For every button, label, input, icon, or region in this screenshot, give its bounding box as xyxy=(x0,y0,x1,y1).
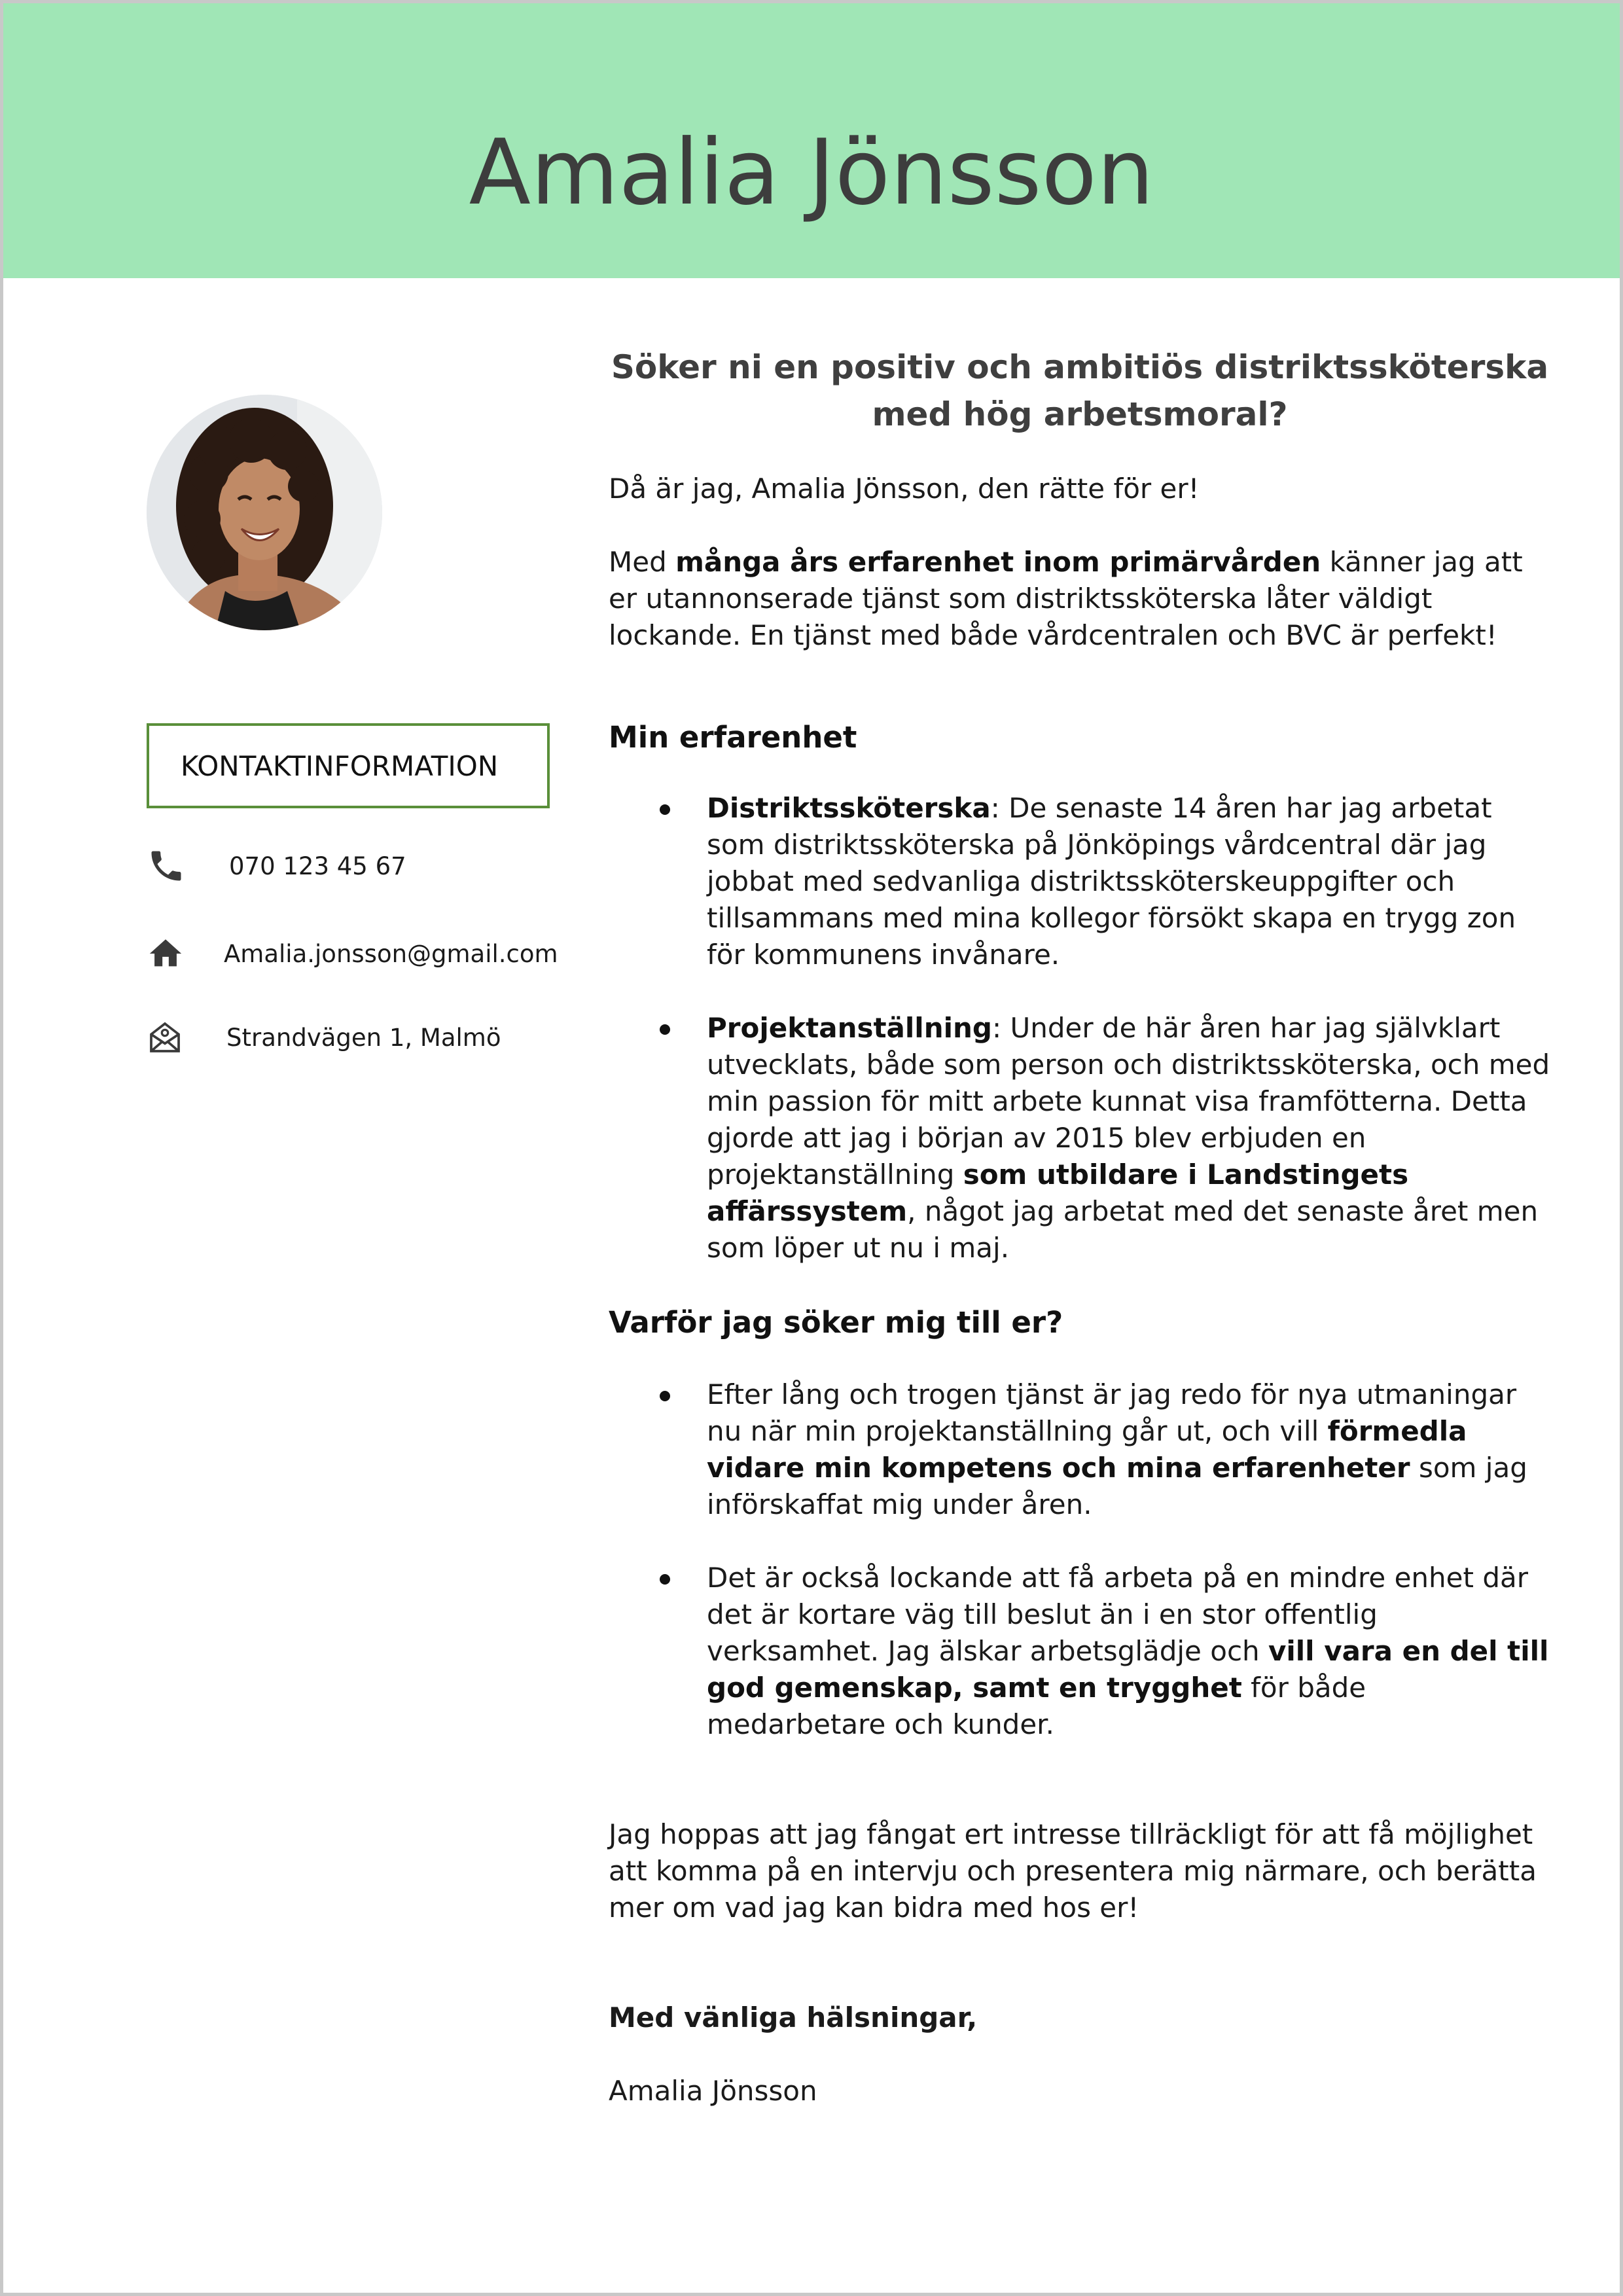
contact-info-heading xyxy=(147,723,550,808)
section-title-motivation: Varför jag söker mig till er? xyxy=(609,1305,1063,1340)
text-run: Med xyxy=(609,546,676,578)
list-item xyxy=(609,1560,1551,1743)
experience-list xyxy=(609,790,1551,1266)
bullet-icon xyxy=(660,1024,670,1035)
text-run-bold: förmedla vidare min kompetens och mina erfarenheter xyxy=(707,1415,1467,1484)
text-run: som jag införskaffat mig under åren. xyxy=(707,1452,1527,1520)
bullet-icon xyxy=(660,804,670,815)
list-item xyxy=(609,1376,1551,1523)
home-icon xyxy=(147,931,192,977)
text-run-bold: som utbildare i Landstingets affärssystem xyxy=(707,1158,1409,1227)
list-item xyxy=(609,1010,1551,1266)
sign-off: Med vänliga hälsningar, xyxy=(609,2001,978,2034)
text-run-bold: Projektanställning xyxy=(707,1012,992,1044)
contact-email xyxy=(147,931,558,977)
text-run: : Under de här åren har jag självklart utvecklats, både som person och distriktssköterska, och med min passion för mitt arbete kunnat visa framfötterna. Detta gjorde att jag i början av 2015 blev erbjuden en projektanställning xyxy=(707,1012,1550,1191)
contact-info-title: KONTAKTINFORMATION xyxy=(181,749,499,782)
text-run: känner jag att er utannonserade tjänst som distriktssköterska låter väldigt lockande. En tjänst med både vårdcentralen och BVC är perfekt! xyxy=(609,546,1523,651)
closing-paragraph: Jag hoppas att jag fångat ert intresse tillräckligt för att få möjlighet att komma på en intervju och presentera mig närmare, och berätta mer om vad jag kan bidra med hos er! xyxy=(609,1818,1537,1924)
candidate-name: Amalia Jönsson xyxy=(469,120,1154,225)
text-run: Efter lång och trogen tjänst är jag redo för nya utmaningar nu när min projektanställning går ut, och vill xyxy=(707,1378,1517,1447)
text-run: Det är också lockande att få arbeta på en mindre enhet där det är kortare väg till beslut än i en stor offentlig verksamhet. Jag älskar arbetsglädje och xyxy=(707,1562,1528,1667)
contact-email-text: Amalia.jonsson@gmail.com xyxy=(224,939,558,968)
text-run-bold: vill vara en del till god gemenskap, samt en trygghet xyxy=(707,1635,1549,1704)
text-run-bold: Distriktssköterska xyxy=(707,792,991,824)
contact-phone-text: 070 123 45 67 xyxy=(229,852,406,880)
motivation-list xyxy=(609,1376,1551,1743)
header-band xyxy=(3,3,1620,278)
text-run-bold: många års erfarenhet inom primärvården xyxy=(675,546,1321,578)
letter-headline: Söker ni en positiv och ambitiös distriktssköterska med hög arbetsmoral? xyxy=(611,348,1549,433)
mail-icon xyxy=(147,1014,192,1060)
contact-address-text: Strandvägen 1, Malmö xyxy=(226,1023,501,1052)
text-run: : De senaste 14 åren har jag arbetat som distriktssköterska på Jönköpings vårdcentral där jag jobbat med sedvanliga distriktssköterskeuppgifter och tillsammans med mina kollegor försökt skapa en trygg zon för kommunens invånare. xyxy=(707,792,1516,971)
profile-photo-image xyxy=(147,395,382,630)
letter-paragraph xyxy=(609,544,1551,654)
signature-name: Amalia Jönsson xyxy=(609,2075,817,2107)
letter-body xyxy=(609,344,1551,2109)
letter-intro: Då är jag, Amalia Jönsson, den rätte för er! xyxy=(609,473,1200,505)
contact-phone xyxy=(147,843,406,889)
section-title-experience: Min erfarenhet xyxy=(609,720,857,755)
bullet-icon xyxy=(660,1391,670,1401)
text-run: , något jag arbetat med det senaste året men som löper ut nu i maj. xyxy=(707,1195,1539,1264)
profile-photo xyxy=(147,395,382,630)
phone-icon xyxy=(147,843,192,889)
contact-address xyxy=(147,1014,501,1060)
bullet-icon xyxy=(660,1574,670,1585)
text-run: för både medarbetare och kunder. xyxy=(707,1672,1366,1740)
list-item xyxy=(609,790,1551,973)
